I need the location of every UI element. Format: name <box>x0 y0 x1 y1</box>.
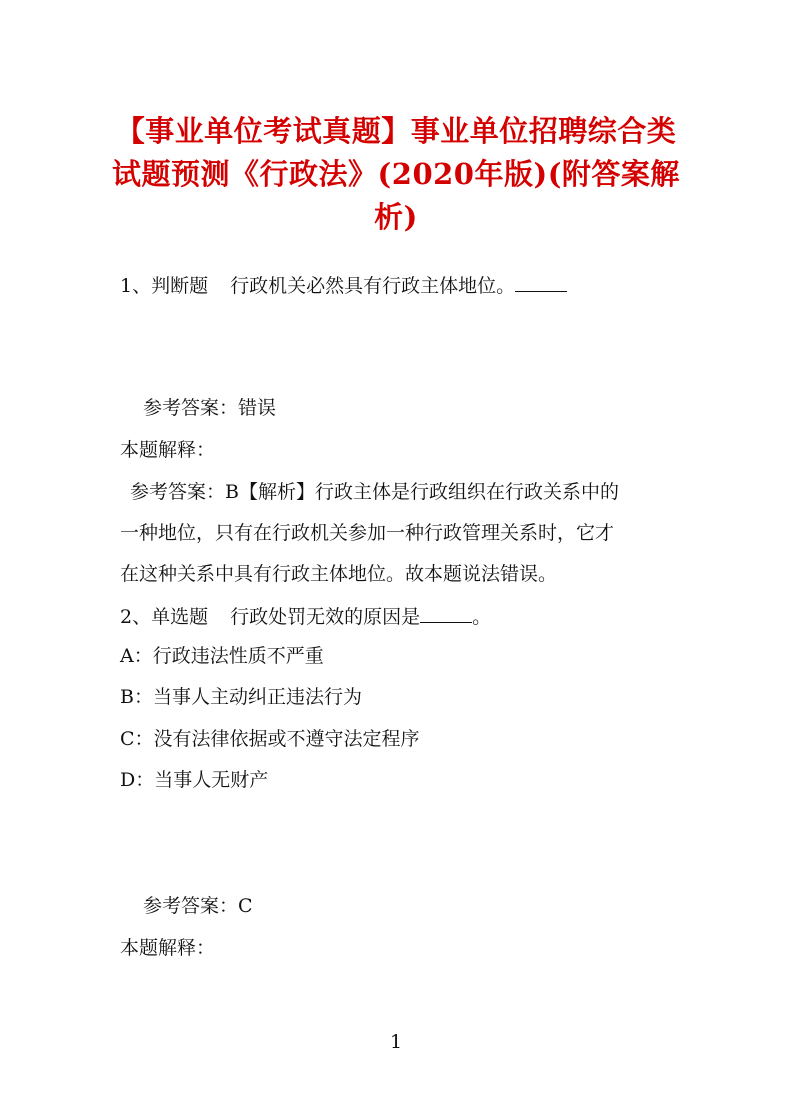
page-number: 1 <box>389 1031 403 1053</box>
answer-value: C <box>238 895 253 917</box>
question-2-text-end: 。 <box>472 606 492 628</box>
answer-value: 错误 <box>238 397 277 419</box>
option-c: C：没有法律依据或不遵守法定程序 <box>120 728 420 750</box>
answer-label: 参考答案： <box>143 397 239 419</box>
question-1 <box>120 271 567 299</box>
question-2-number: 2、 <box>120 606 152 628</box>
explanation-line: 在这种关系中具有行政主体地位。故本题说法错误。 <box>120 563 558 585</box>
document-title: 【事业单位考试真题】事业单位招聘综合类试题预测《行政法》(2020年版)(附答案解析) <box>112 114 680 234</box>
answer-blank <box>420 602 472 623</box>
question-2-type: 单选题 <box>151 606 209 628</box>
explanation-line: 一种地位，只有在行政机关参加一种行政管理关系时，它才 <box>120 522 615 544</box>
option-a: A：行政违法性质不严重 <box>120 645 324 667</box>
option-b: B：当事人主动纠正违法行为 <box>120 686 362 708</box>
answer-blank <box>515 271 567 292</box>
option-d: D：当事人无财产 <box>120 769 269 791</box>
explanation-line: 参考答案：B【解析】行政主体是行政组织在行政关系中的 <box>130 481 619 503</box>
question-1-number: 1、 <box>120 275 152 297</box>
question-1-text: 行政机关必然具有行政主体地位。 <box>230 275 516 297</box>
question-2 <box>120 602 491 630</box>
question-2-text: 行政处罚无效的原因是 <box>230 606 421 628</box>
question-1-answer <box>143 395 276 421</box>
answer-label: 参考答案： <box>143 895 239 917</box>
question-1-type: 判断题 <box>151 275 209 297</box>
question-1-explain-label: 本题解释： <box>120 439 216 461</box>
question-2-answer <box>143 893 253 919</box>
question-2-explain-label: 本题解释： <box>120 937 216 959</box>
